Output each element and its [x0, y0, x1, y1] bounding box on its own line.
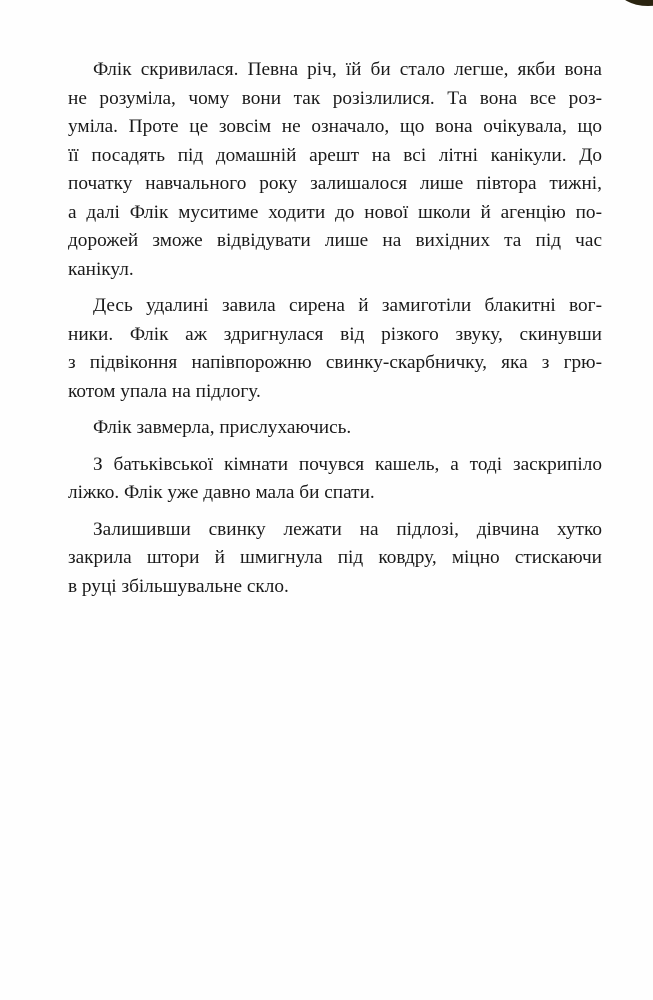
- text-line: Десь удалині завила сирена й замиготіли блакитні вог-: [93, 295, 602, 316]
- paragraph: [68, 451, 602, 508]
- text-line: Флік скривилася. Певна річ, їй би стало легше, якби вона: [93, 59, 602, 80]
- text-line: канікул.: [68, 258, 134, 280]
- text-line: ники. Флік аж здригнулася від різкого звуку, скинувши: [68, 323, 602, 345]
- text-line: ліжко. Флік уже давно мала би спати.: [68, 482, 375, 503]
- paragraph: [68, 56, 602, 284]
- text-line: її посадять під домашній арешт на всі літні канікули. До: [68, 144, 602, 166]
- paragraph: [68, 414, 602, 443]
- paragraph: [68, 292, 602, 406]
- text-line: Флік завмерла, прислухаючись.: [93, 417, 352, 438]
- text-line: а далі Флік муситиме ходити до нової школи й агенцію по-: [68, 201, 602, 223]
- body-text: [68, 56, 602, 609]
- scan-edge-mark: [618, 0, 653, 6]
- text-line: в руці збільшувальне скло.: [68, 575, 289, 597]
- text-line: Залишивши свинку лежати на підлозі, дівчина хутко: [93, 518, 602, 540]
- text-line: з підвіконня напівпорожню свинку-скарбничку, яка з грю-: [68, 352, 602, 373]
- text-line: не розуміла, чому вони так розізлилися. Та вона все роз-: [68, 87, 602, 109]
- text-line: дорожей зможе відвідувати лише на вихідних та під час: [68, 230, 602, 251]
- text-line: З батьківської кімнати почувся кашель, а тоді заскрипіло: [93, 453, 602, 475]
- text-line: котом упала на підлогу.: [68, 380, 261, 402]
- text-line: уміла. Проте це зовсім не означало, що вона очікувала, що: [68, 116, 602, 137]
- text-line: закрила штори й шмигнула під ковдру, міцно стискаючи: [68, 547, 602, 568]
- text-line: початку навчального року залишалося лише півтора тижні,: [68, 173, 602, 194]
- paragraph: [68, 516, 602, 602]
